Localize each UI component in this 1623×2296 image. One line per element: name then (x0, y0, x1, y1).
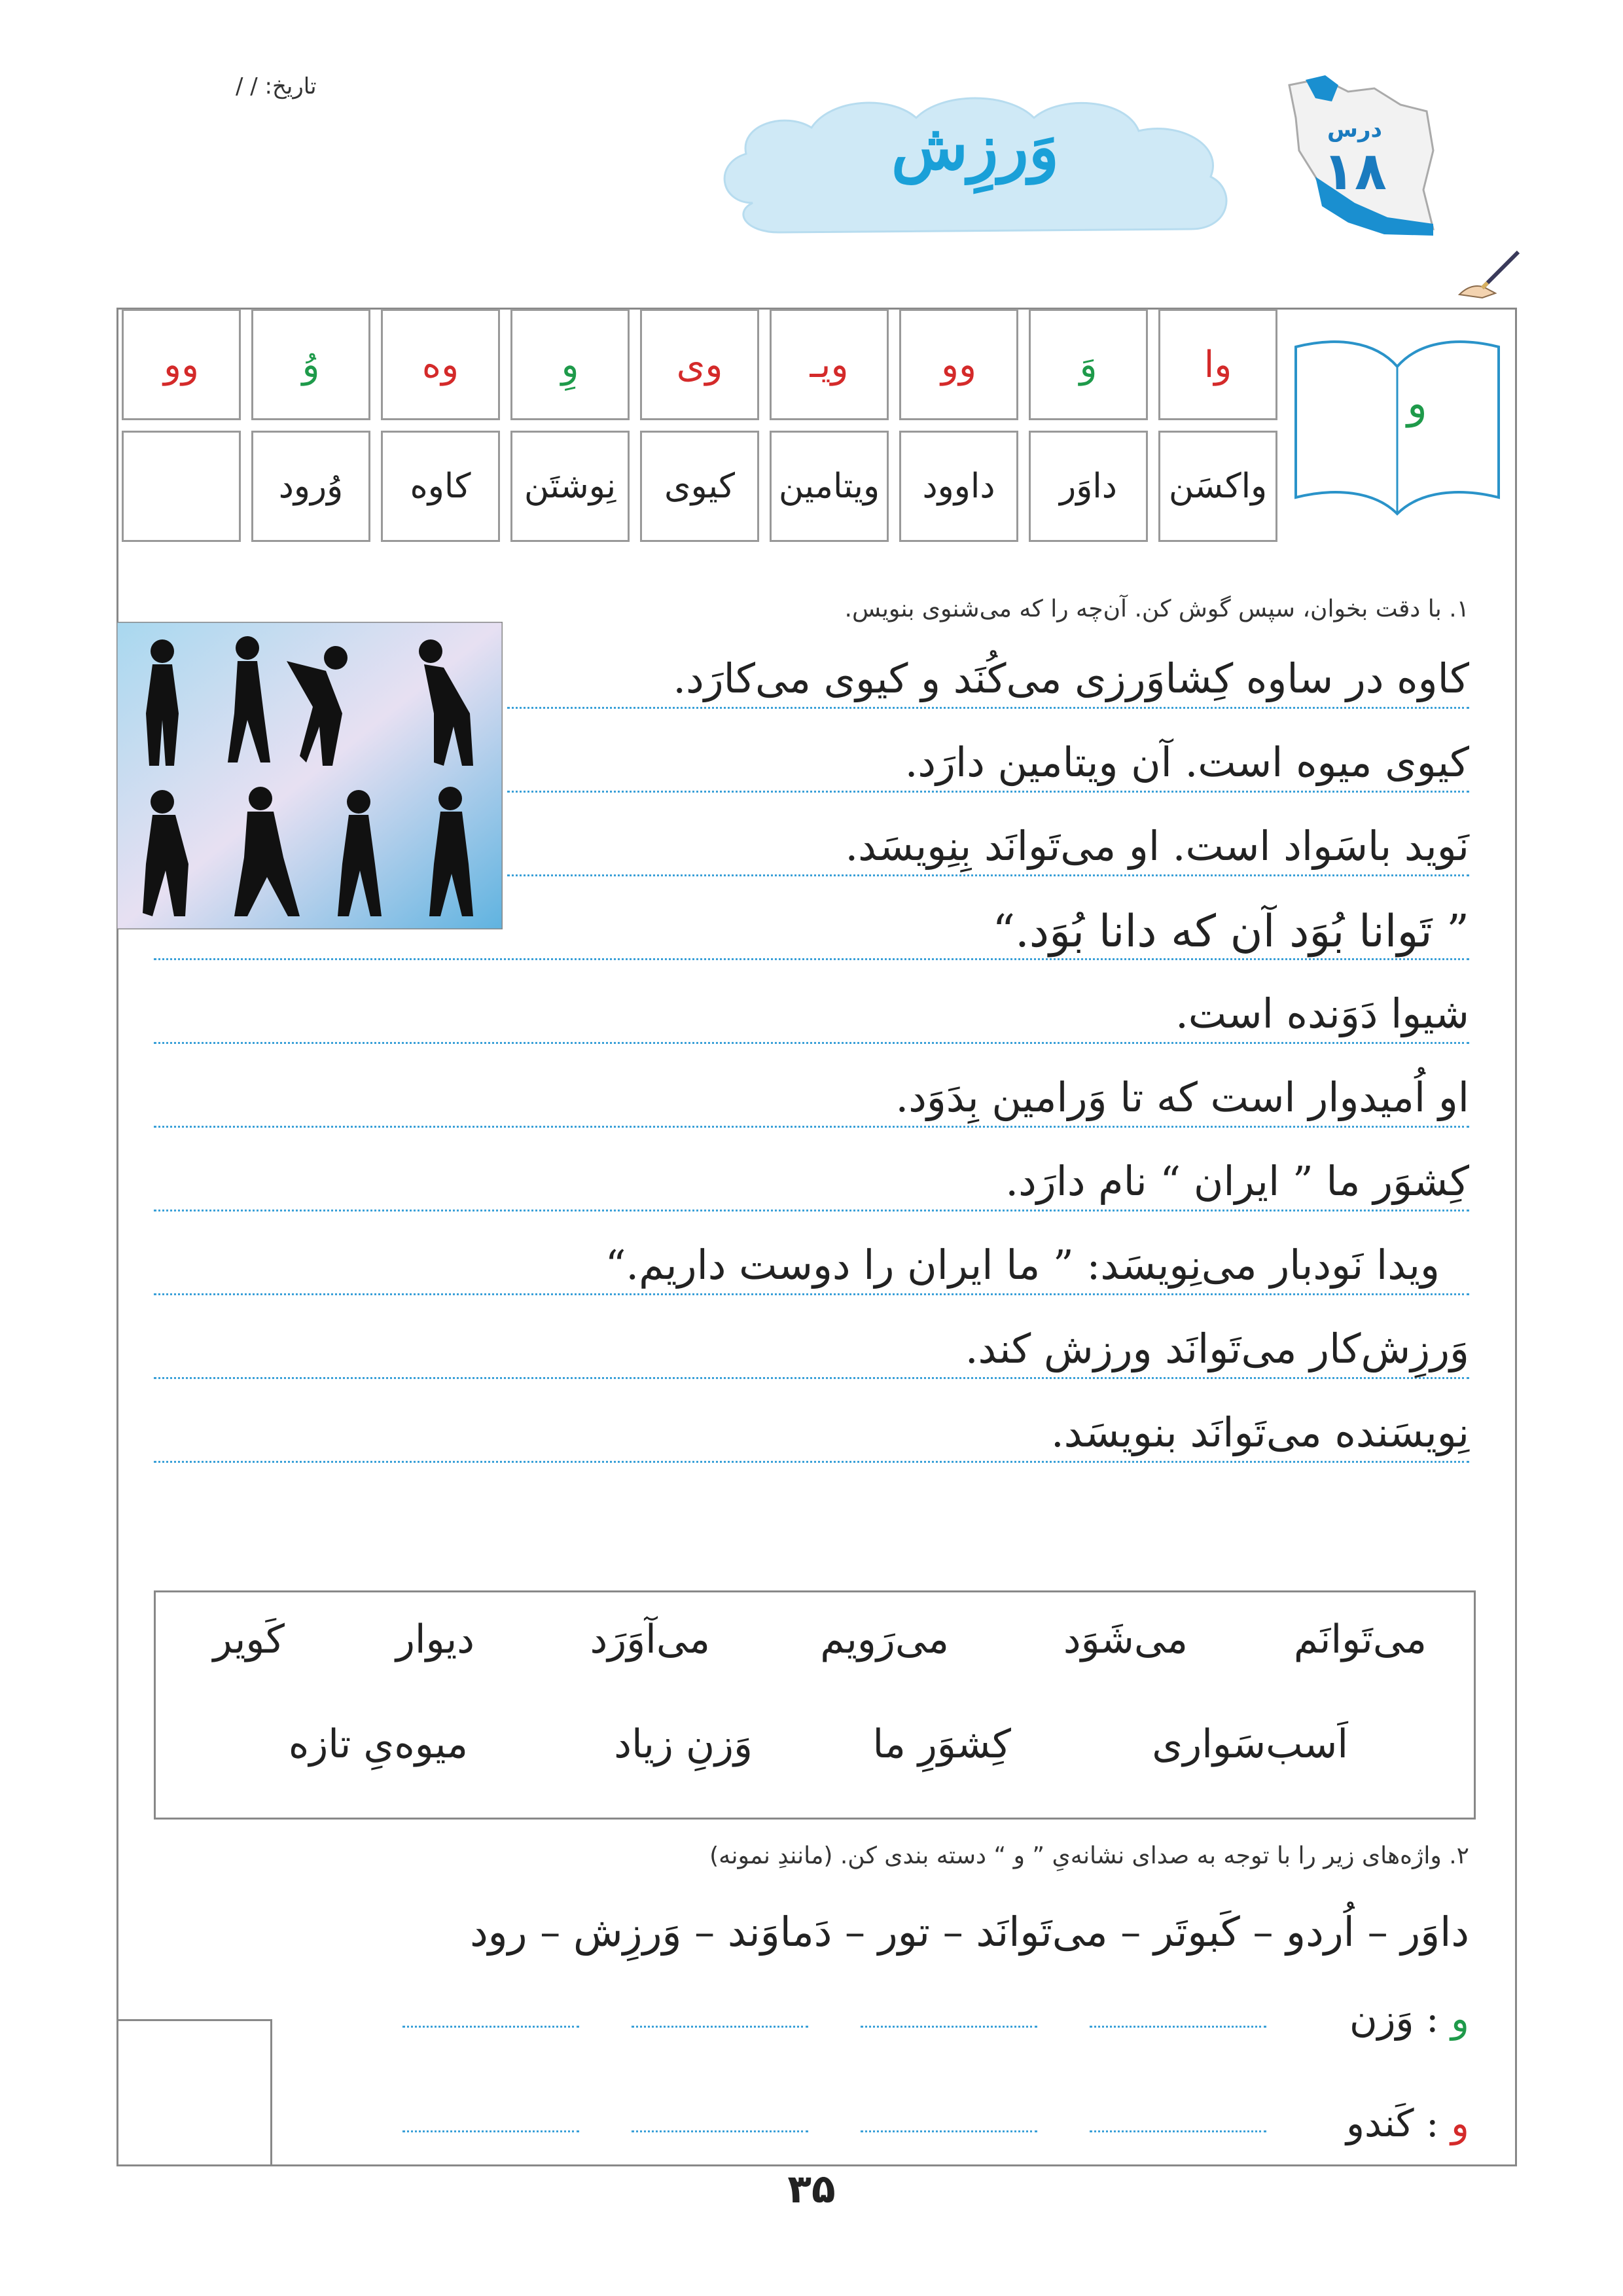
worksheet-frame (116, 308, 1517, 2166)
writing-line[interactable] (154, 1042, 1469, 1044)
letter-cell: وا (1158, 309, 1277, 420)
answer-line[interactable] (861, 2026, 1037, 2028)
sample-row-1 (1349, 1996, 1469, 2041)
answer-line[interactable] (632, 2026, 808, 2028)
box-word: وَزنِ زیاد (614, 1721, 753, 1767)
exercise1-instruction: ۱. با دقت بخوان، سپس گوش کن. آن‌چه را که می‌شنوی بنویس. (844, 596, 1469, 622)
proverb: ” تَوانا بُوَد آن که دانا بُوَد.“ (992, 906, 1469, 958)
writing-line[interactable] (154, 1293, 1469, 1295)
writing-line[interactable] (154, 1377, 1469, 1379)
box-word: دیوار (395, 1617, 474, 1662)
box-word: می‌آوَرَد (590, 1617, 710, 1662)
sample-1-word: : وَزن (1349, 1996, 1439, 2041)
answer-line[interactable] (632, 2130, 808, 2132)
box-word: می‌تَوانَم (1293, 1617, 1427, 1662)
writing-line[interactable] (507, 707, 1469, 709)
sentence: ویدا نَودبار می‌نِویسَد: ” ما ایران را دوست داریم.“ (605, 1241, 1440, 1289)
box-word: اَسب‌سَواری (1152, 1721, 1348, 1767)
box-word: می‌رَویم (820, 1617, 949, 1662)
letter-cell: وو (122, 309, 241, 420)
box-word: میوه‌یِ تازه (288, 1721, 468, 1767)
writing-line[interactable] (154, 958, 1469, 960)
word-cell-empty[interactable] (122, 431, 241, 542)
writing-line[interactable] (507, 791, 1469, 793)
sentence: وَرزِش‌کار می‌تَوانَد ورزش کند. (965, 1325, 1469, 1372)
exercise-silhouettes-image (116, 622, 503, 929)
book-letter: و (1407, 380, 1427, 428)
sample-2-letter: و (1450, 2101, 1469, 2145)
sentence: نِویسَنده می‌تَوانَد بنویسَد. (1050, 1408, 1469, 1456)
answer-box[interactable] (116, 2019, 272, 2166)
sentence: کِشوَر ما ” ایران “ نام دارَد. (1005, 1157, 1469, 1205)
letter-cell: وی (640, 309, 759, 420)
answer-line[interactable] (402, 2026, 579, 2028)
word-cell: ویتامین (770, 431, 889, 542)
writing-line[interactable] (154, 1461, 1469, 1463)
word-cell: وُرود (251, 431, 370, 542)
exercise2-word-list: داوَر – اُردو – کَبوتَر – می‌تَوانَد – تور – دَماوَند – وَرزِش – رود (470, 1908, 1469, 1956)
letter-cell: ویـ (770, 309, 889, 420)
sentence: او اُمیدوار است که تا وَرامین بِدَوَد. (895, 1073, 1469, 1121)
word-cell: داوود (899, 431, 1018, 542)
box-word: کِشوَرِ ما (872, 1721, 1011, 1767)
answer-line[interactable] (861, 2130, 1037, 2132)
lesson-title: وَرزِش (891, 110, 1060, 184)
sentence: شیوا دَوَنده است. (1175, 990, 1469, 1037)
sample-2-word: : کَندو (1346, 2101, 1439, 2145)
word-cell: واکسَن (1158, 431, 1277, 542)
box-word: کَویر (213, 1617, 285, 1662)
sentence: نَوید باسَواد است. او می‌تَوانَد بِنِویسَد. (845, 822, 1469, 870)
word-cell: کاوه (381, 431, 500, 542)
letter-cell: وَ (1029, 309, 1148, 420)
sentence: کیوی میوه است. آن ویتامین دارَد. (904, 738, 1469, 786)
sample-row-2 (1346, 2101, 1469, 2145)
letter-cell: وِ (510, 309, 630, 420)
letter-cell: وو (899, 309, 1018, 420)
open-book-icon (1289, 334, 1505, 517)
exercise2-instruction: ۲. واژه‌های زیر را با توجه به صدای نشانه‌یِ ” و “ دسته بندی کن. (مانندِ نمونه) (709, 1842, 1469, 1869)
pencil-hand-icon (1456, 249, 1522, 301)
answer-line[interactable] (1090, 2026, 1266, 2028)
writing-line[interactable] (507, 874, 1469, 876)
sample-1-letter: و (1450, 1996, 1469, 2041)
letter-cell: وُ (251, 309, 370, 420)
word-cell: داوَر (1029, 431, 1148, 542)
sentence: کاوه در ساوه کِشاوَرزی می‌کُنَد و کیوی می‌کارَد. (673, 655, 1469, 702)
word-cell: کیوی (640, 431, 759, 542)
lesson-label: درس (1327, 117, 1382, 143)
answer-line[interactable] (402, 2130, 579, 2132)
box-word: می‌شَوَد (1063, 1617, 1188, 1662)
page-number: ۳۵ (787, 2166, 836, 2212)
writing-line[interactable] (154, 1210, 1469, 1211)
date-label: تاریخ: / / (236, 73, 317, 99)
letter-cell: وه (381, 309, 500, 420)
lesson-number: ۱۸ (1323, 141, 1387, 202)
writing-line[interactable] (154, 1126, 1469, 1128)
word-box (154, 1590, 1476, 1820)
word-cell: نِوشتَن (510, 431, 630, 542)
answer-line[interactable] (1090, 2130, 1266, 2132)
